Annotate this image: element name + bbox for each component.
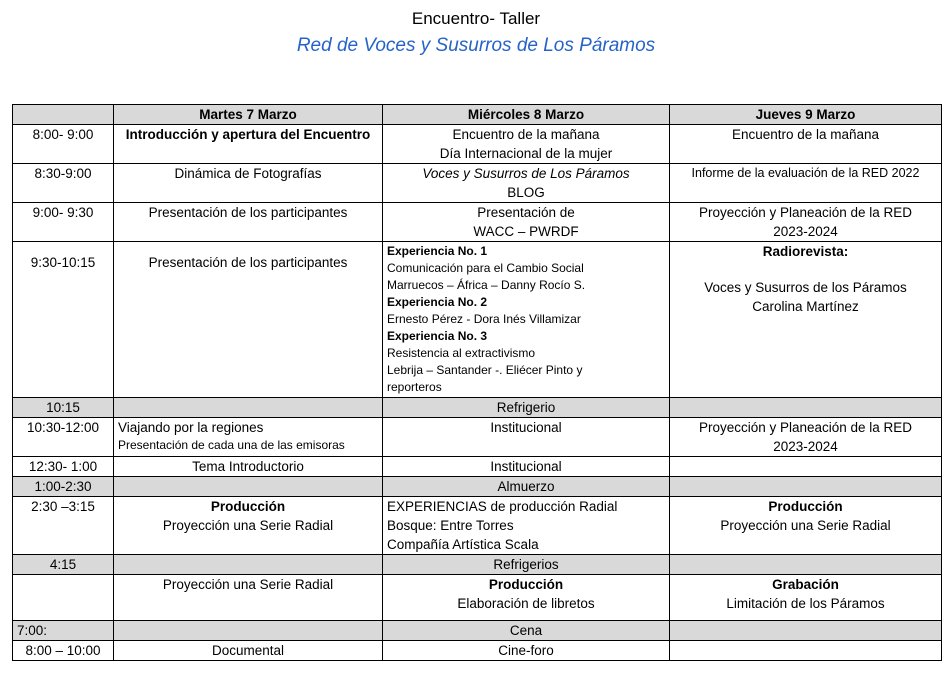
table-row bbox=[13, 242, 942, 398]
table-row bbox=[13, 497, 942, 555]
wednesday-cell bbox=[383, 164, 670, 203]
time-cell: 8:30-9:00 bbox=[13, 164, 114, 203]
tuesday-cell: Presentación de los participantes bbox=[114, 203, 383, 242]
wednesday-cell bbox=[383, 203, 670, 242]
cell-line: Proyección una Serie Radial bbox=[162, 518, 334, 533]
time-cell: 2:30 –3:15 bbox=[13, 497, 114, 555]
time-cell: 1:00-2:30 bbox=[13, 477, 114, 497]
thursday-cell bbox=[670, 641, 942, 661]
cell-spacer bbox=[674, 261, 937, 278]
page-subtitle: Red de Voces y Susurros de Los Páramos bbox=[296, 35, 656, 56]
cell-line: Bosque: Entre Torres bbox=[387, 518, 514, 533]
tuesday-cell: Dinámica de Fotografías bbox=[114, 164, 383, 203]
table-row bbox=[13, 203, 942, 242]
cell-line: Marruecos – África – Danny Rocío S. bbox=[387, 278, 586, 292]
tuesday-cell bbox=[114, 477, 383, 497]
time-cell: 9:30-10:15 bbox=[13, 242, 114, 398]
experience-title: Experiencia No. 3 bbox=[387, 329, 488, 343]
cell-line: Carolina Martínez bbox=[752, 299, 859, 314]
wednesday-cell: Cine-foro bbox=[383, 641, 670, 661]
header-cell-wednesday: Miércoles 8 Marzo bbox=[383, 105, 670, 125]
tuesday-cell: Proyección una Serie Radial bbox=[114, 575, 383, 621]
cell-line: BLOG bbox=[507, 185, 545, 200]
time-cell bbox=[13, 575, 114, 621]
cell-line: Voces y Susurros de Los Páramos bbox=[422, 166, 630, 181]
table-row bbox=[13, 575, 942, 621]
time-cell: 12:30- 1:00 bbox=[13, 457, 114, 477]
table-row bbox=[13, 477, 942, 497]
schedule-table bbox=[12, 104, 942, 661]
table-header-row bbox=[13, 105, 942, 125]
thursday-cell bbox=[670, 457, 942, 477]
wednesday-cell: Institucional bbox=[383, 457, 670, 477]
wednesday-cell bbox=[383, 125, 670, 164]
thursday-cell bbox=[670, 621, 942, 641]
cell-line: Día Internacional de la mujer bbox=[439, 146, 613, 161]
cell-line: Lebrija – Santander -. Eliécer Pinto y bbox=[387, 363, 583, 377]
cell-line: Grabación bbox=[772, 577, 839, 592]
table-row bbox=[13, 555, 942, 575]
wednesday-cell bbox=[383, 575, 670, 621]
cell-line: reporteros bbox=[387, 380, 442, 394]
time-cell: 8:00 – 10:00 bbox=[13, 641, 114, 661]
cell-line: Elaboración de libretos bbox=[457, 596, 595, 611]
experience-title: Experiencia No. 2 bbox=[387, 295, 488, 309]
table-row bbox=[13, 418, 942, 457]
tuesday-cell: Introducción y apertura del Encuentro bbox=[114, 125, 383, 164]
cell-line: 2023-2024 bbox=[773, 224, 838, 239]
thursday-cell: Encuentro de la mañana bbox=[670, 125, 942, 164]
thursday-cell bbox=[670, 555, 942, 575]
time-cell: 10:15 bbox=[13, 398, 114, 418]
cell-line: Resistencia al extractivismo bbox=[387, 346, 536, 360]
wednesday-cell: Refrigerio bbox=[383, 398, 670, 418]
tuesday-cell bbox=[114, 398, 383, 418]
cell-line: Voces y Susurros de los Páramos bbox=[704, 280, 907, 295]
cell-line: Producción bbox=[488, 577, 564, 592]
time-cell: 7:00: bbox=[13, 621, 114, 641]
tuesday-cell bbox=[114, 621, 383, 641]
thursday-cell: Informe de la evaluación de la RED 2022 bbox=[670, 164, 942, 203]
table-row bbox=[13, 641, 942, 661]
table-row bbox=[13, 125, 942, 164]
cell-line: Presentación de bbox=[477, 205, 575, 220]
wednesday-cell: Cena bbox=[383, 621, 670, 641]
wednesday-cell: Institucional bbox=[383, 418, 670, 457]
wednesday-cell: Refrigerios bbox=[383, 555, 670, 575]
tuesday-cell: Tema Introductorio bbox=[114, 457, 383, 477]
cell-line: EXPERIENCIAS de producción Radial bbox=[387, 499, 618, 514]
thursday-cell bbox=[670, 203, 942, 242]
thursday-cell bbox=[670, 575, 942, 621]
wednesday-cell bbox=[383, 497, 670, 555]
table-row bbox=[13, 164, 942, 203]
cell-line: Comunicación para el Cambio Social bbox=[387, 261, 584, 275]
page-title: Encuentro- Taller bbox=[411, 9, 541, 28]
wednesday-cell bbox=[383, 242, 670, 398]
header-cell-time bbox=[13, 105, 114, 125]
time-cell: 4:15 bbox=[13, 555, 114, 575]
cell-line: Radiorevista: bbox=[762, 244, 849, 259]
header-cell-thursday: Jueves 9 Marzo bbox=[670, 105, 942, 125]
cell-line: 2023-2024 bbox=[773, 439, 838, 454]
thursday-cell bbox=[670, 398, 942, 418]
cell-line: Proyección una Serie Radial bbox=[720, 518, 891, 533]
time-cell: 8:00- 9:00 bbox=[13, 125, 114, 164]
wednesday-cell: Almuerzo bbox=[383, 477, 670, 497]
cell-line: Ernesto Pérez - Dora Inés Villamizar bbox=[387, 312, 581, 326]
cell-line: Proyección y Planeación de la RED bbox=[698, 205, 913, 220]
cell-line: Limitación de los Páramos bbox=[726, 596, 885, 611]
header-cell-tuesday: Martes 7 Marzo bbox=[114, 105, 383, 125]
cell-line: Viajando por la regiones bbox=[118, 420, 264, 435]
tuesday-cell bbox=[114, 555, 383, 575]
thursday-cell bbox=[670, 477, 942, 497]
thursday-cell bbox=[670, 497, 942, 555]
time-cell: 10:30-12:00 bbox=[13, 418, 114, 457]
experience-title: Experiencia No. 1 bbox=[387, 244, 488, 258]
cell-line: Encuentro de la mañana bbox=[452, 127, 600, 142]
tuesday-cell bbox=[114, 418, 383, 457]
thursday-cell bbox=[670, 242, 942, 398]
cell-line: Presentación de cada una de las emisoras bbox=[118, 438, 345, 452]
tuesday-cell: Documental bbox=[114, 641, 383, 661]
table-row bbox=[13, 457, 942, 477]
time-cell: 9:00- 9:30 bbox=[13, 203, 114, 242]
table-row bbox=[13, 621, 942, 641]
thursday-cell bbox=[670, 418, 942, 457]
tuesday-cell bbox=[114, 497, 383, 555]
cell-line: Producción bbox=[210, 499, 286, 514]
tuesday-cell: Presentación de los participantes bbox=[114, 242, 383, 398]
cell-line: Producción bbox=[768, 499, 843, 514]
table-row bbox=[13, 398, 942, 418]
cell-line: Proyección y Planeación de la RED bbox=[698, 420, 913, 435]
cell-line: WACC – PWRDF bbox=[473, 224, 579, 239]
cell-line: Compañía Artística Scala bbox=[387, 537, 539, 552]
